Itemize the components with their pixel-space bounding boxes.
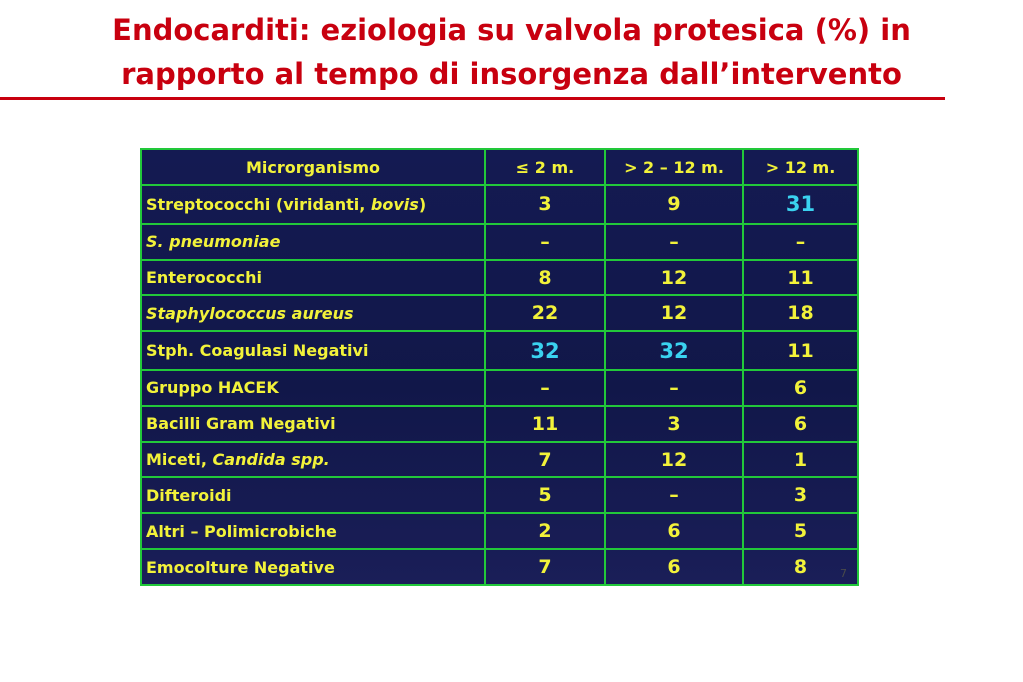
table-row xyxy=(141,477,858,513)
table-row xyxy=(141,331,858,370)
slide-title-line-1: Endocarditi: eziologia su valvola protesica (%) in xyxy=(112,13,911,47)
value-le-2-months: – xyxy=(485,370,605,406)
value-2-12-months: 6 xyxy=(605,549,743,585)
table-row xyxy=(141,224,858,260)
microorganism-name xyxy=(141,260,485,296)
value-gt-12-months: 5 xyxy=(743,513,858,549)
microorganism-name-text: Bacilli Gram Negativi xyxy=(146,414,336,434)
value-gt-12-months: 6 xyxy=(743,406,858,442)
etiology-table-container xyxy=(140,148,857,586)
value-le-2-months: 3 xyxy=(485,185,605,224)
microorganism-name xyxy=(141,224,485,260)
value-2-12-months: 32 xyxy=(605,331,743,370)
table-row xyxy=(141,406,858,442)
microorganism-name-text: ) xyxy=(418,194,427,214)
microorganism-name-text: Emocolture Negative xyxy=(146,557,335,577)
slide-title-line-2: rapporto al tempo di insorgenza dall’intervento xyxy=(121,57,902,91)
microorganism-name-text: Enterococchi xyxy=(146,268,263,288)
value-gt-12-months: 8 xyxy=(743,549,858,585)
microorganism-name-italic: S. pneumoniae xyxy=(146,232,281,252)
value-gt-12-months: – xyxy=(743,224,858,260)
value-2-12-months: – xyxy=(605,477,743,513)
microorganism-name-italic: bovis xyxy=(370,194,419,214)
microorganism-name-text: Altri – Polimicrobiche xyxy=(146,521,337,541)
microorganism-name xyxy=(141,295,485,331)
table-row xyxy=(141,549,858,585)
microorganism-name xyxy=(141,331,485,370)
value-2-12-months: 12 xyxy=(605,295,743,331)
value-gt-12-months: 18 xyxy=(743,295,858,331)
value-gt-12-months: 11 xyxy=(743,331,858,370)
microorganism-name xyxy=(141,549,485,585)
value-le-2-months: 32 xyxy=(485,331,605,370)
header-le-2-months: ≤ 2 m. xyxy=(485,149,605,185)
microorganism-name-text: Miceti, xyxy=(146,450,213,470)
slide-title xyxy=(0,8,1023,96)
value-2-12-months: – xyxy=(605,224,743,260)
value-2-12-months: – xyxy=(605,370,743,406)
microorganism-name-italic: Candida spp. xyxy=(212,450,330,470)
table-row xyxy=(141,370,858,406)
microorganism-name xyxy=(141,442,485,478)
title-underline xyxy=(0,97,945,100)
page-number: 7 xyxy=(840,567,847,580)
header-2-12-months: > 2 – 12 m. xyxy=(605,149,743,185)
table-row xyxy=(141,260,858,296)
header-gt-12-months: > 12 m. xyxy=(743,149,858,185)
value-le-2-months: – xyxy=(485,224,605,260)
value-le-2-months: 8 xyxy=(485,260,605,296)
value-gt-12-months: 11 xyxy=(743,260,858,296)
microorganism-name-text: Gruppo HACEK xyxy=(146,378,279,398)
microorganism-name-text: Difteroidi xyxy=(146,485,232,505)
value-le-2-months: 7 xyxy=(485,549,605,585)
value-2-12-months: 12 xyxy=(605,260,743,296)
microorganism-name-text: Streptococchi (viridanti, xyxy=(146,194,371,214)
value-gt-12-months: 6 xyxy=(743,370,858,406)
value-le-2-months: 7 xyxy=(485,442,605,478)
microorganism-name xyxy=(141,370,485,406)
table-body xyxy=(141,185,858,585)
value-gt-12-months: 1 xyxy=(743,442,858,478)
etiology-table xyxy=(140,148,859,586)
microorganism-name-italic: Staphylococcus aureus xyxy=(146,303,354,323)
table-row xyxy=(141,513,858,549)
header-microorganism: Microrganismo xyxy=(141,149,485,185)
table-header-row xyxy=(141,149,858,185)
value-le-2-months: 5 xyxy=(485,477,605,513)
table-row xyxy=(141,442,858,478)
value-le-2-months: 2 xyxy=(485,513,605,549)
microorganism-name-text: Stph. Coagulasi Negativi xyxy=(146,341,369,361)
microorganism-name xyxy=(141,513,485,549)
value-2-12-months: 9 xyxy=(605,185,743,224)
value-2-12-months: 3 xyxy=(605,406,743,442)
table-row xyxy=(141,185,858,224)
value-le-2-months: 11 xyxy=(485,406,605,442)
microorganism-name xyxy=(141,477,485,513)
table-row xyxy=(141,295,858,331)
value-le-2-months: 22 xyxy=(485,295,605,331)
value-gt-12-months: 31 xyxy=(743,185,858,224)
value-gt-12-months: 3 xyxy=(743,477,858,513)
microorganism-name xyxy=(141,185,485,224)
value-2-12-months: 12 xyxy=(605,442,743,478)
value-2-12-months: 6 xyxy=(605,513,743,549)
microorganism-name xyxy=(141,406,485,442)
